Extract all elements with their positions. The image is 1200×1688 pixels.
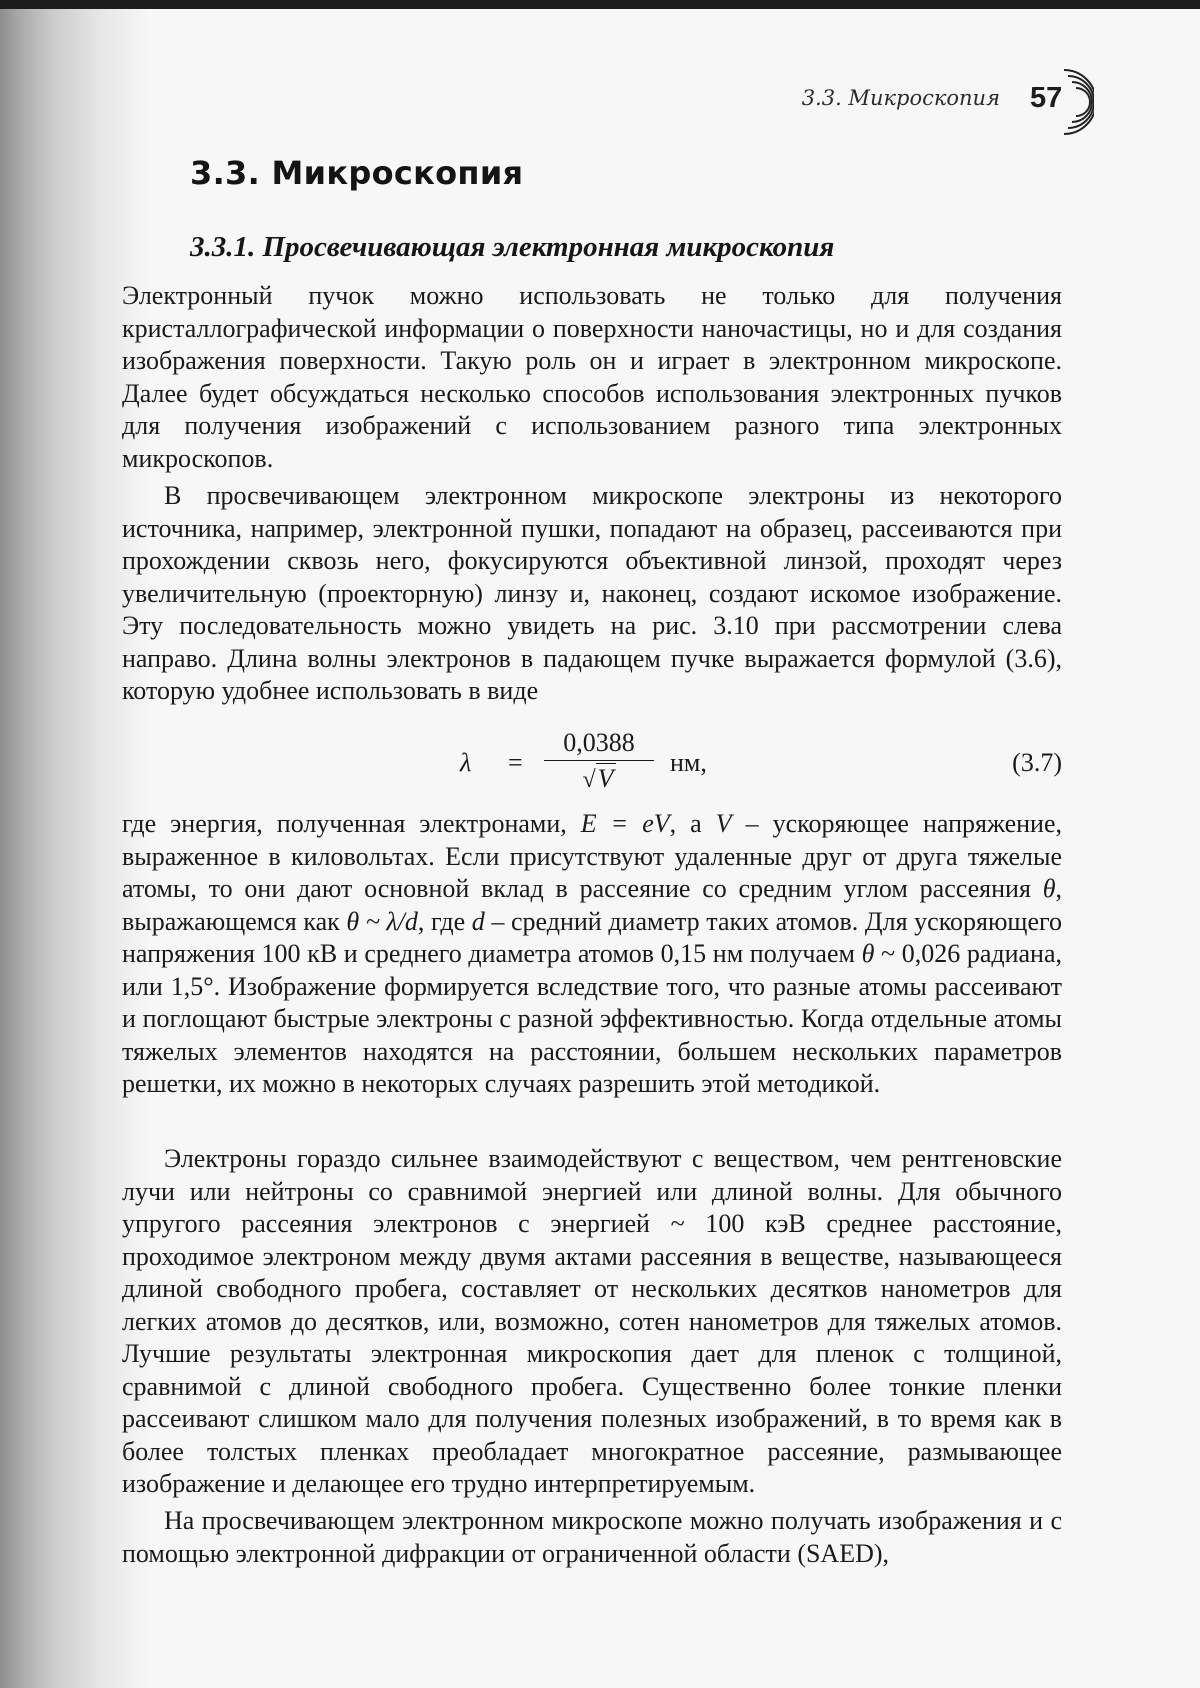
equation-number: (3.7) — [1012, 748, 1062, 777]
paragraph-2: В просвечивающем электронном микроскопе электроны из некоторого источника, например, электронной пушки, попадают на образец, рассеиваются при прохождении сквозь него, фокусируются объективной линзой, проходят через увеличительную (проекторную) линзу и, наконец, создают искомое изображение. Эту последовательность можно увидеть на рис. 3.10 при рассмотрении слева направо. Длина волны электронов в падающем пучке выражается формулой (3.6), которую удобнее использовать в виде — [122, 481, 1062, 705]
paragraph-5: На просвечивающем электронном микроскопе можно получать изображения и с помощью электронной дифракции от ограниченной области (SAED), — [122, 1506, 1062, 1568]
math-theta: θ — [1042, 874, 1056, 903]
math-theta-relation: θ ~ λ/d — [346, 906, 418, 936]
equation-lambda: λ — [460, 748, 472, 777]
math-voltage: V — [715, 809, 732, 838]
subsection-title: 3.3.1. Просвечивающая электронная микроскопия — [190, 231, 835, 263]
math-theta: θ — [861, 939, 875, 968]
scan-top-edge — [0, 0, 1200, 9]
math-energy: E = eV — [580, 809, 670, 838]
fraction-bar — [544, 760, 654, 761]
text-span: – средний диаметр таких атомов. Для ускоряющего напряжения 100 кВ и среднего диаметра атомов 0,15 нм получаем — [122, 906, 1062, 968]
text-span: – ускоряющее напряжение, выраженное в киловольтах. Если присутствуют удаленные друг от друга тяжелые атомы, то они дают основной вклад в рассеяние со средним углом рассеяния — [122, 809, 1062, 903]
sqrt-sign: √ — [582, 767, 596, 793]
running-head: 3.3. Микроскопия — [801, 86, 1000, 110]
page-number-arcs-icon — [1020, 62, 1094, 142]
text-span: где энергия, полученная электронами, — [122, 809, 581, 838]
text-span: , где — [417, 906, 472, 936]
equation-equals: = — [508, 748, 523, 777]
math-diameter: d — [471, 906, 485, 936]
text-span: , а — [669, 809, 716, 838]
paragraph-4: Электроны гораздо сильнее взаимодействуют с веществом, чем рентгеновские лучи или нейтроны со сравнимой энергией или длиной волны. Для обычного упругого рассеяния электронов с энергией ~ 100 кэВ среднее расстояние, проходимое электроном между двумя актами рассеяния в веществе, называющееся длиной свободного пробега, составляет от нескольких десятков нанометров для легких атомов до десятков, или, возможно, сотен нанометров для тяжелых атомов. Лучшие результаты электронная микроскопия дает для пленок с толщиной, сравнимой с длиной свободного пробега. Существенно более тонкие пленки рассеивают слишком мало для получения полезных изображений, в то время как в более толстых пленках преобладает многократное рассеяние, размывающее изображение и делающее его трудно интерпретируемым. — [122, 1144, 1062, 1498]
text-span: ~ 0,026 радиана, или 1,5°. Изображение формируется вследствие того, что разные атомы рассеивают и поглощают быстрые электроны с разной эффективностью. Когда отдельные атомы тяжелых элементов находятся на расстоянии, большем нескольких параметров решетки, их можно в некоторых случаях разрешить этой методикой. — [122, 939, 1063, 1098]
page-number: 57 — [1030, 82, 1063, 114]
sqrt-radicand: V — [597, 764, 614, 793]
paragraph-3 — [122, 808, 1062, 1101]
text-span: , выражающемся как — [122, 874, 1062, 936]
equation-unit: нм, — [670, 748, 707, 777]
section-title: 3.3. Микроскопия — [190, 154, 524, 192]
equation-numerator: 0,0388 — [563, 728, 635, 757]
equation-fraction — [544, 728, 654, 794]
paragraph-1: Электронный пучок можно использовать не только для получения кристаллографической информации о поверхности наночастицы, но и для создания изображения поверхности. Такую роль он и играет в электронном микроскопе. Далее будет обсуждаться несколько способов использования электронных пучков для получения изображений с использованием разного типа электронных микроскопов. — [122, 281, 1062, 473]
equation-denominator — [544, 763, 654, 794]
